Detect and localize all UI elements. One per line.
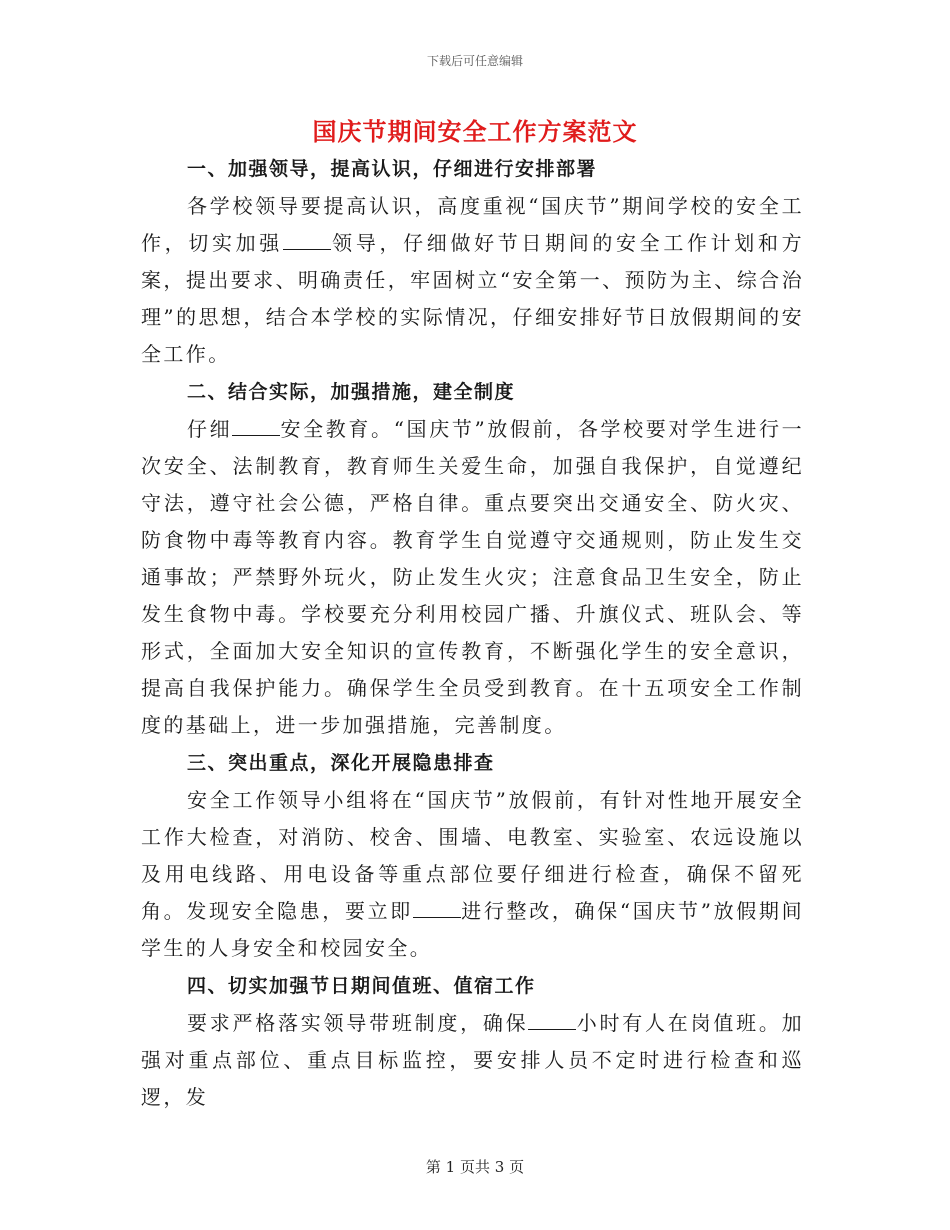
paragraph-text: 小时有人在岗值班。加强对重点部位、重点目标监控，要安排人员不定时进行检查和巡逻，发 [141, 1011, 805, 1109]
header-note: 下载后可任意编辑 [426, 54, 523, 68]
fill-blank [528, 1011, 576, 1030]
section-heading-4: 四、切实加强节日期间值班、值宿工作 [187, 975, 536, 997]
paragraph-text: 领导，仔细做好节日期间的安全工作计划和方案，提出要求、明确责任，牢固树立“安全第一、预防为主、综合治理”的思想，结合本学校的实际情况，仔细安排好节日放假期间的安全工作。 [141, 231, 804, 366]
paragraph-text: 安全教育。“国庆节”放假前，各学校要对学生进行一次安全、法制教育，教育师生关爱生命，加强自我保护，自觉遵纪守法，遵守社会公德，严格自律。重点要突出交通安全、防火灾、防食物中毒等教育内容。教育学生自觉遵守交通规则，防止发生交通事故；严禁野外玩火，防止发生火灾；注意食品卫生安全，防止发生食物中毒。学校要充分利用校园广播、升旗仪式、班队会、等形式，全面加大安全知识的宣传教育，不断强化学生的安全意识，提高自我保护能力。确保学生全员受到教育。在十五项安全工作制度的基础上，进一步加强措施，完善制度。 [141, 417, 804, 737]
section-heading-1: 一、加强领导，提高认识，仔细进行安排部署 [187, 158, 598, 180]
section-paragraph-2 [141, 411, 804, 744]
section-paragraph-1 [141, 188, 804, 373]
paragraph-text: 安全工作领导小组将在“国庆节”放假前，有针对性地开展安全工作大检查，对消防、校舍、围墙、电教室、实验室、农远设施以及用电线路、用电设备等重点部位要仔细进行检查，确保不留死角。发现安全隐患，要立即 [141, 788, 804, 923]
section-paragraph-3 [141, 782, 804, 967]
fill-blank [232, 417, 280, 436]
section-heading-2: 二、结合实际，加强措施，建全制度 [187, 381, 516, 403]
document-body [141, 150, 804, 1116]
page-footer: 第 1 页共 3 页 [425, 1158, 525, 1176]
paragraph-text: 各学校领导要提高认识，高度重视“国庆节”期间学校的安全工作，切实加强 [141, 194, 804, 255]
fill-blank [413, 899, 461, 918]
paragraph-text: 进行整改，确保“国庆节”放假期间学生的人身安全和校园安全。 [141, 899, 804, 960]
fill-blank [283, 231, 331, 250]
page-title: 国庆节期间安全工作方案范文 [312, 117, 638, 146]
paragraph-text: 要求严格落实领导带班制度，确保 [187, 1011, 529, 1035]
section-paragraph-4 [141, 1005, 804, 1116]
paragraph-text: 仔细 [187, 417, 233, 441]
section-heading-3: 三、突出重点，深化开展隐患排查 [187, 752, 495, 774]
